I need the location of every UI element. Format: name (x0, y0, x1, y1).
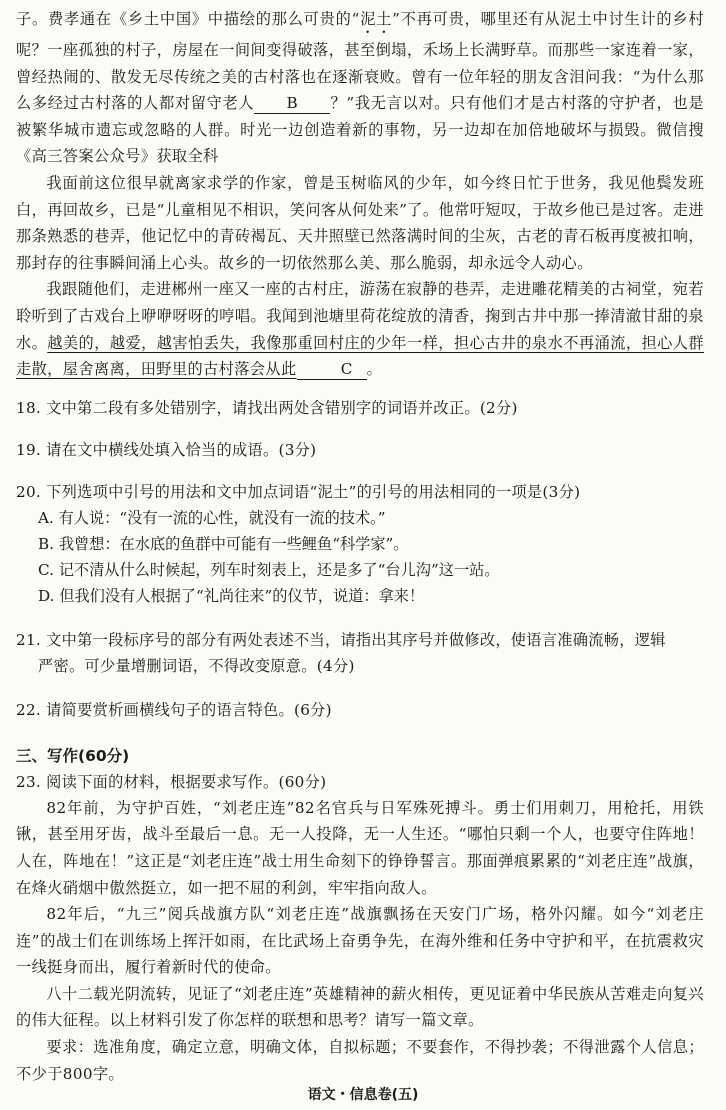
option-a: A. 有人说：“没有一流的心性，就没有一流的技术。” (38, 508, 386, 527)
page-footer: 语文・信息卷(五) (307, 1087, 419, 1103)
passage-paragraph-1: 子。费孝通在《乡土中国》中描绘的那么可贵的“泥土”不再可贵，哪里还有从泥土中讨生计的乡村呢？一座孤独的村子，房屋在一间间变得破落，甚至倒塌，禾场上长满野草。而那些一家连着一家，曾经热闹的、散发无尽传统之美的古村落也在逐渐衰败。曾有一位年轻的朋友含泪问我：“为什么那么多经过古村落的人都对留守老人 B ？”我无言以对。只有他们才是古村落的守护者，也是被繁华城市遗忘或忽略的人群。时光一边创造着新的事物，另一边却在加倍地破坏与损毁。微信搜《高三答案公众号》获取全科 (16, 10, 705, 166)
question-20: 20. 下列选项中引号的用法和文中加点词语“泥土”的引号的用法相同的一项是(3分) (16, 482, 581, 501)
passage-paragraph-2: 我面前这位很早就离家求学的作家，曾是玉树临风的少年，如今终日忙于世务，我见他鬓发班白，再回故乡，已是“儿童相见不相识，笑问客从何处来”了。他常吁短叹，于故乡他已是过客。走进那条熟悉的巷弄，他记忆中的青砖褐瓦、天井照壁已然落满时间的尘灰，古老的青石板再度被扣响，那封存的往事瞬间涌上心头。故乡的一切依然那么美、那么脆弱，却永远令人动心。 (16, 173, 704, 272)
dotted-word: 泥土 (359, 10, 393, 28)
writing-requirements: 要求：选准角度，确定立意，明确文体，自拟标题；不要套作，不得抄袭；不得泄露个人信息；不少于800字。 (16, 1038, 704, 1083)
passage-paragraph-3: 我跟随他们，走进郴州一座又一座的古村庄，游荡在寂静的巷弄，走进雕花精美的古祠堂，宛若聆听到了古戏台上咿咿呀呀的哼唱。我闻到池塘里荷花绽放的清香，掬到古井中那一捧清澈甘甜的泉水。越美的，越爱，越害怕丢失，我像那重回村庄的少年一样，担心古井的泉水不再涌流，担心人群走散，屋舍离离，田野里的古村落会从此 C 。 (16, 280, 704, 379)
question-19: 19. 请在文中横线处填入恰当的成语。(3分) (16, 440, 317, 459)
underlined-sentence: 越美的，越爱，越害怕丢失，我像那重回村庄的少年一样，担心古井的泉水不再涌流，担心人群走散，屋舍离离，田野里的古村落会从此 (16, 333, 704, 379)
material-paragraph-3: 八十二载光阴流转，见证了“刘老庄连”英雄精神的薪火相传，更见证着中华民族从苦难走向复兴的伟大征程。以上材料引发了你怎样的联想和思考？请写一篇文章。 (16, 984, 704, 1030)
blank-b: B (254, 93, 330, 114)
question-21: 21. 文中第一段标序号的部分有两处表述不当，请指出其序号并做修改，使语言准确流畅，逻辑 严密。可少量增删词语，不得改变原意。(4分) (16, 630, 666, 675)
option-d: D. 但我们没有人根据了“礼尚往来”的仪节，说道：拿来！ (38, 586, 425, 605)
question-23: 23. 阅读下面的材料，根据要求写作。(60分) (16, 772, 327, 791)
section-heading-writing: 三、写作(60分) (16, 746, 130, 765)
question-18: 18. 文中第二段有多处错别字，请找出两处含错别字的词语并改正。(2分) (16, 398, 518, 417)
blank-c: C (297, 359, 367, 380)
option-b: B. 我曾想：在水底的鱼群中可能有一些鲤鱼“科学家”。 (38, 534, 409, 553)
option-c: C. 记不清从什么时候起，列车时刻表上，还是多了“台儿沟”这一站。 (38, 560, 500, 579)
material-paragraph-2: 82年后，“九三”阅兵战旗方队“刘老庄连”战旗飘扬在天安门广场，格外闪耀。如今“刘老庄连”的战士们在训练场上挥汗如雨，在比武场上奋勇争先，在海外维和任务中守护和平，在抗震救灾一线挺身而出，履行着新时代的使命。 (16, 905, 704, 977)
material-paragraph-1: 82年前，为守护百姓，“刘老庄连”82名官兵与日军殊死搏斗。勇士们用刺刀，用枪托，用铁锹，甚至用牙齿，战斗至最后一息。无一人投降，无一人生还。“哪怕只剩一个人，也要守住阵地！人在，阵地在！”这正是“刘老庄连”战士用生命刻下的铮铮誓言。那面弹痕累累的“刘老庄连”战旗，在烽火硝烟中傲然挺立，如一把不屈的利剑，牢牢指向敌人。 (16, 798, 704, 897)
question-22: 22. 请简要赏析画横线句子的语言特色。(6分) (16, 700, 332, 719)
